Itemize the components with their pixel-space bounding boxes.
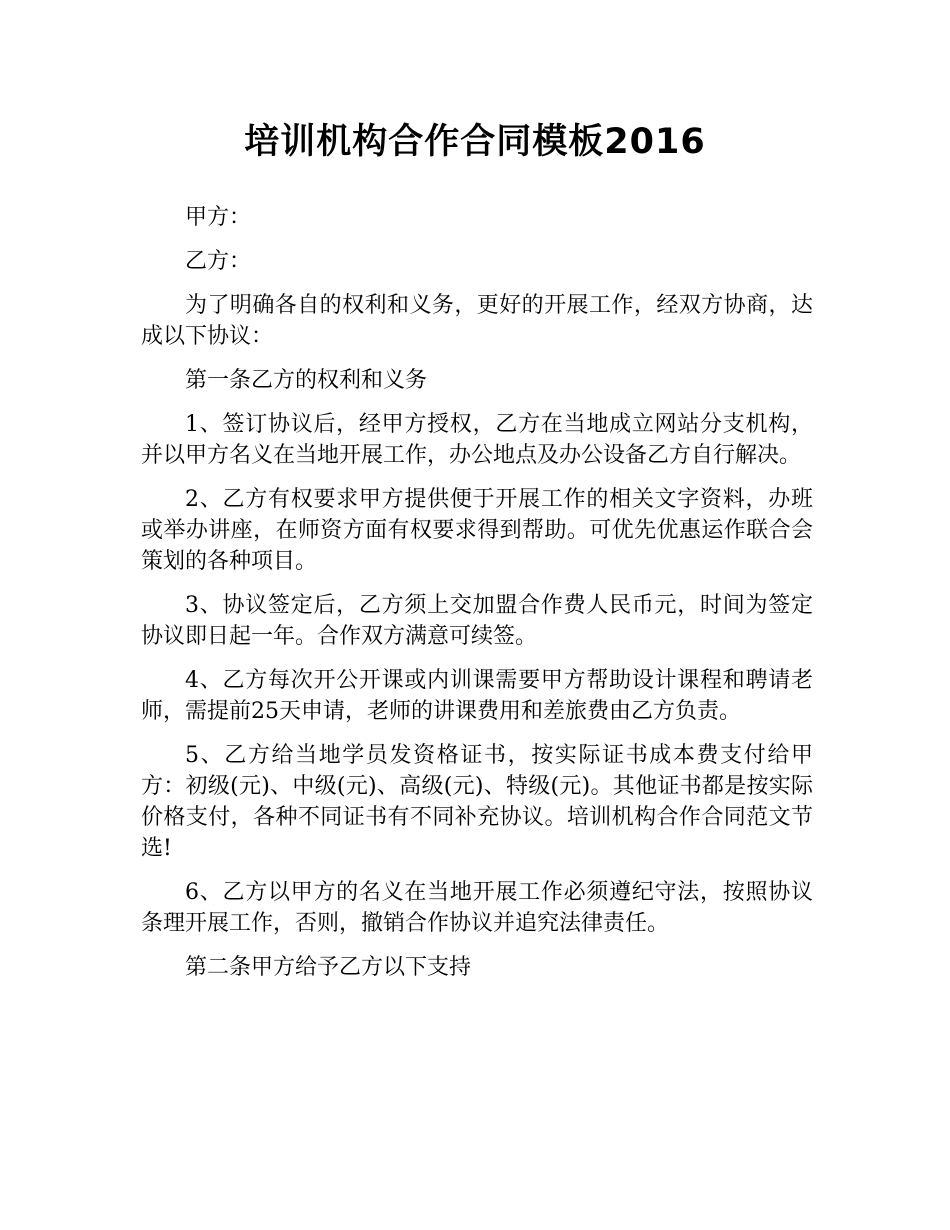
document-body	[141, 202, 813, 996]
clause-6-paragraph: 6、乙方以甲方的名义在当地开展工作必须遵纪守法，按照协议条理开展工作，否则，撤销合作协议并追究法律责任。	[141, 880, 813, 936]
clause-3-paragraph: 3、协议签定后，乙方须上交加盟合作费人民币元，时间为签定协议即日起一年。合作双方满意可续签。	[141, 593, 813, 649]
party-a-line: 甲方：	[185, 205, 252, 230]
article-2-heading: 第二条甲方给予乙方以下支持	[185, 955, 472, 980]
clause-4-paragraph: 4、乙方每次开公开课或内训课需要甲方帮助设计课程和聘请老师，需提前25天申请，老师的讲课费用和差旅费由乙方负责。	[141, 668, 813, 724]
clause-2-paragraph: 2、乙方有权要求甲方提供便于开展工作的相关文字资料，办班或举办讲座，在师资方面有权要求得到帮助。可优先优惠运作联合会策划的各种项目。	[141, 487, 813, 574]
clause-5-paragraph: 5、乙方给当地学员发资格证书，按实际证书成本费支付给甲方：初级(元)、中级(元)、高级(元)、特级(元)。其他证书都是按实际价格支付，各种不同证书有不同补充协议。培训机构合作合同范文节选!	[141, 743, 813, 861]
document-title: 培训机构合作合同模板2016	[244, 122, 706, 162]
article-1-heading: 第一条乙方的权利和义务	[185, 368, 428, 393]
preamble-paragraph: 为了明确各自的权利和义务，更好的开展工作，经双方协商，达成以下协议：	[141, 293, 813, 349]
clause-1-paragraph: 1、签订协议后，经甲方授权，乙方在当地成立网站分支机构，并以甲方名义在当地开展工作，办公地点及办公设备乙方自行解决。	[141, 412, 813, 468]
party-b-line: 乙方：	[185, 249, 252, 274]
